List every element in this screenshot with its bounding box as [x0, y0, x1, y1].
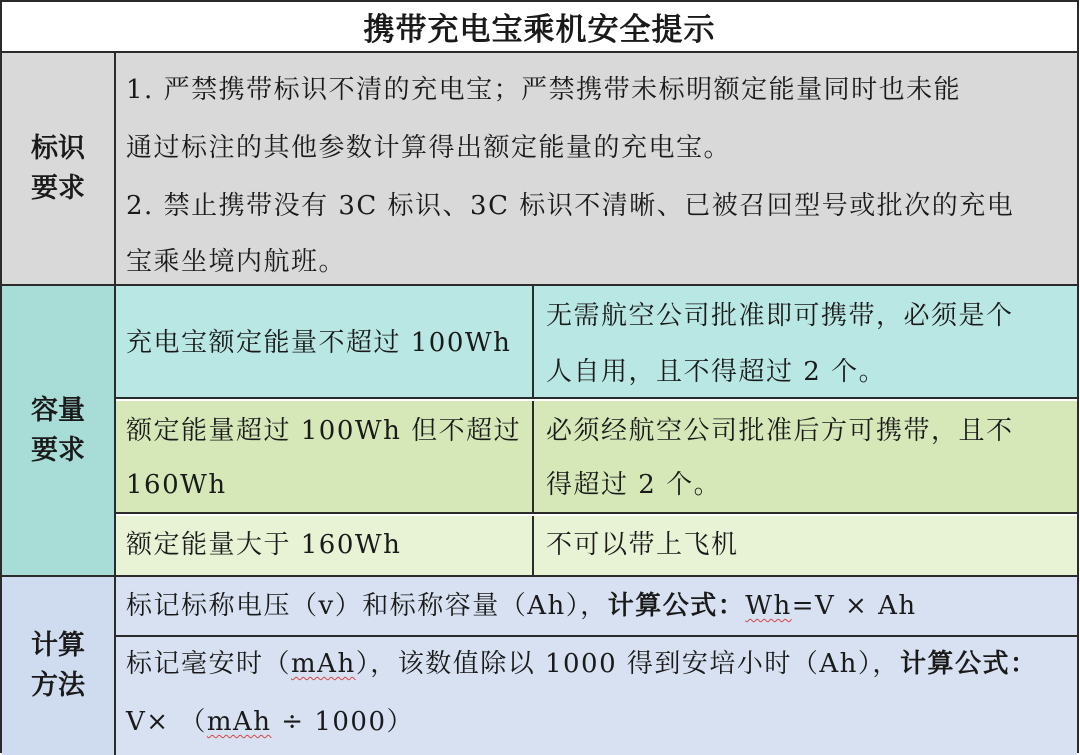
calculation-method-1	[116, 577, 1077, 637]
calculation-label-line2: 方法	[31, 670, 85, 701]
calculation-method-2-text-2: ），该数值除以 1000 得到安培小时（Ah），	[355, 649, 900, 679]
capacity-content	[116, 286, 1077, 575]
capacity-row	[116, 516, 1077, 575]
table-title: 携带充电宝乘机安全提示	[2, 2, 1077, 53]
capacity-row	[116, 286, 1077, 399]
identification-label	[2, 53, 116, 284]
identification-rule-line: 宝乘坐境内航班。	[126, 247, 347, 277]
calculation-method-2-text: 标记毫安时（	[126, 649, 292, 679]
capacity-section	[2, 286, 1077, 577]
capacity-condition-cell	[116, 401, 534, 512]
capacity-rule-text: 不可以带上飞机	[546, 530, 739, 560]
formula-v-part: V× （	[126, 707, 207, 737]
identification-rule-line: 1. 严禁携带标识不清的充电宝；严禁携带未标明额定能量同时也未能	[126, 75, 962, 105]
calculation-method-1-text: 标记标称电压（v）和标称容量（Ah），	[126, 591, 608, 621]
capacity-label-line2: 要求	[31, 434, 85, 466]
capacity-condition-text: 额定能量超过 100Wh 但不超过	[126, 416, 522, 446]
capacity-condition-cell	[116, 516, 534, 575]
capacity-row	[116, 401, 1077, 514]
calculation-method-2-formula	[126, 693, 1069, 751]
capacity-label-line1: 容量	[31, 394, 85, 426]
calculation-content	[116, 577, 1077, 755]
calculation-method-1-line	[126, 577, 1069, 635]
formula-wh-rest: =V × Ah	[791, 591, 917, 621]
formula-heading: 计算公式：	[607, 591, 746, 621]
formula-wh: Wh	[745, 591, 792, 621]
capacity-rule-text: 得超过 2 个。	[546, 470, 722, 500]
identification-content	[116, 53, 1077, 284]
formula-divide-part: ÷ 1000）	[271, 707, 414, 737]
capacity-condition-text: 充电宝额定能量不超过 100Wh	[126, 328, 512, 358]
identification-label-line2: 要求	[31, 172, 85, 204]
identification-section	[2, 53, 1077, 286]
calculation-method-2-line	[126, 635, 1069, 693]
capacity-rule-cell	[536, 401, 1077, 512]
calculation-section	[2, 577, 1077, 755]
capacity-condition-text: 额定能量大于 160Wh	[126, 530, 402, 560]
identification-rule-line: 2. 禁止携带没有 3C 标识、3C 标识不清晰、已被召回型号或批次的充电	[126, 191, 1015, 221]
mah-term: mAh	[291, 649, 356, 679]
identification-rule-line: 通过标注的其他参数计算得出额定能量的充电宝。	[126, 133, 732, 163]
calculation-label	[2, 577, 116, 755]
calculation-label-line1: 计算	[31, 630, 85, 661]
capacity-condition-cell	[116, 286, 534, 397]
formula-heading: 计算公式：	[899, 649, 1038, 679]
identification-label-line1: 标识	[31, 132, 85, 164]
capacity-rule-text: 无需航空公司批准即可携带，必须是个	[546, 301, 1014, 331]
capacity-label	[2, 286, 116, 575]
formula-mah: mAh	[206, 707, 272, 737]
capacity-rule-text: 人自用，且不得超过 2 个。	[546, 357, 887, 387]
capacity-condition-text: 160Wh	[126, 470, 227, 500]
capacity-rule-text: 必须经航空公司批准后方可携带，且不	[546, 416, 1014, 446]
capacity-rule-cell	[536, 286, 1077, 397]
capacity-rule-cell	[536, 516, 1077, 575]
